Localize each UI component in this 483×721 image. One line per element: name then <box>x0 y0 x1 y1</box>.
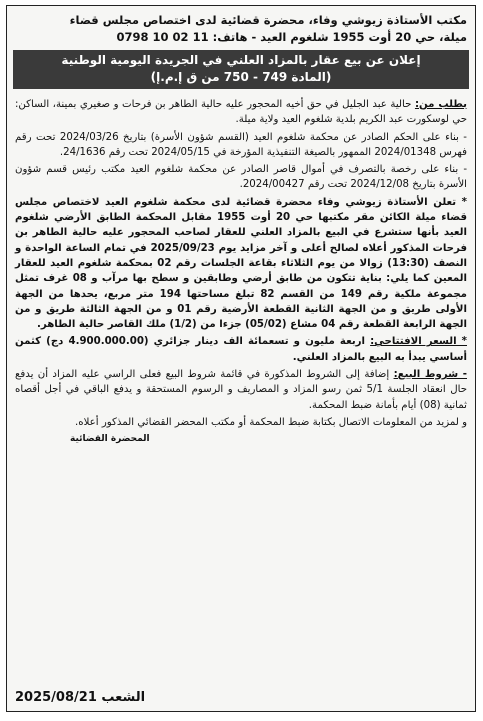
signature: المحضرة القضائية <box>70 434 150 445</box>
sale-conditions-paragraph <box>15 367 467 413</box>
auction-announcement-paragraph: * تعلن الأستاذة زيوشي وفاء محضرة قضائية لدى محكمة شلغوم العيد لاختصاص مجلس قضاء ميلة الكائن مقر مكتبها حي 20 أوت 1955 مقابل المحكمة الطابق الأرضي شلغوم العيد بأنها ستشرع في البيع بالمزاد العلني للعقار لصاحب المحجور عليه حالية الطاهر بن فرحات المذكور أعلاه لصالح أعلى و آخر مزايد يوم 2025/09/23 في تمام الساعة الواحدة و النصف (13:30) زوالا من يوم الثلاثاء بقاعة الجلسات رقم 02 بمحكمة شلغوم العيد للعقار المعين كما يلي: بناية تتكون من طابق أرضي وطابقين و سطح بها مرآب و 08 غرف تمثل مجموعة ملكية رقم 149 من القسم 82 تبلغ مساحتها 194 متر مربع، يحدها من الجهة الأولى طريق و من الجهة الثانية القطعة الأرضية رقم 01 و من الجهة الثالثة طريق و من الجهة الرابعة القطعة رقم 04 مشاع (05/02) جزءا من (1/2) ملك القاصر حالية الطاهر. <box>15 196 468 331</box>
notice-title-banner <box>13 50 469 89</box>
opening-price-text: اربعة مليون و تسعمائة الف دينار جزائري (4.900.000.00 دج) كثمن أساسي يبدأ به البيع بالمزاد العلني. <box>15 336 467 363</box>
sale-conditions-label: - شروط البيع: <box>393 369 467 381</box>
address-line: ميلة، حي 20 أوت 1955 شلغوم العيد - هاتف: 11 02 10 0798 <box>116 30 467 44</box>
license-paragraph: - بناء على رخصة بالتصرف في أموال قاصر الصادر عن محكمة شلغوم العيد مكتب رئيس قسم شؤون الأسرة بتاريخ 2024/12/08 تحت رقم 2024/00427. <box>15 164 467 191</box>
legal-notice <box>6 5 476 712</box>
notice-header <box>7 6 475 48</box>
notice-body <box>7 89 475 448</box>
opening-price-label: * السعر الافتتاحي: <box>370 336 467 348</box>
requester-text: حالية عبد الجليل في حق أخيه المحجور عليه حالية الطاهر بن فرحات و صغيري بمينة، الساكن: حي لوسكورت عبد الكريم بلدية شلغوم العيد ولاية ميلة. <box>15 99 467 126</box>
contact-paragraph: و لمزيد من المعلومات الاتصال بكتابة ضبط المحكمة أو مكتب المحضر القضائي المذكور أعلاه. <box>75 416 467 428</box>
opening-price-paragraph <box>15 334 467 365</box>
requester-label: بطلب من: <box>414 99 468 110</box>
legal-reference: (المادة 749 - 750 من ق إ.م.إ) <box>150 70 332 84</box>
office-line: مكتب الأستاذة زيوشي وفاء، محضرة قضائية لدى اختصاص مجلس قضاء <box>69 13 467 27</box>
requester-paragraph <box>15 97 467 128</box>
judgment-paragraph: - بناء على الحكم الصادر عن محكمة شلغوم العيد (القسم شؤون الأسرة) بتاريخ 2024/03/26 تحت رقم فهرس 2024/01348 الممهور بالصيغة التنفيذية المؤرخة في 2024/05/15 تحت رقم 24/1636. <box>15 131 467 158</box>
notice-title: إعلان عن بيع عقار بالمزاد العلني في الجريدة اليومية الوطنية <box>61 53 421 67</box>
publication-footer: الشعب 2025/08/21 <box>15 690 146 705</box>
sale-conditions-text: إضافة إلى الشروط المذكورة في قائمة شروط البيع فعلى الراسي عليه المزاد أن يدفع حال انعقاد الجلسة 5/1 ثمن رسو المزاد و المصاريف و الرسوم المستحقة و يدفع الباقي في أجل أقصاه ثمانية (08) أيام بأمانة ضبط المحكمة. <box>15 369 468 411</box>
